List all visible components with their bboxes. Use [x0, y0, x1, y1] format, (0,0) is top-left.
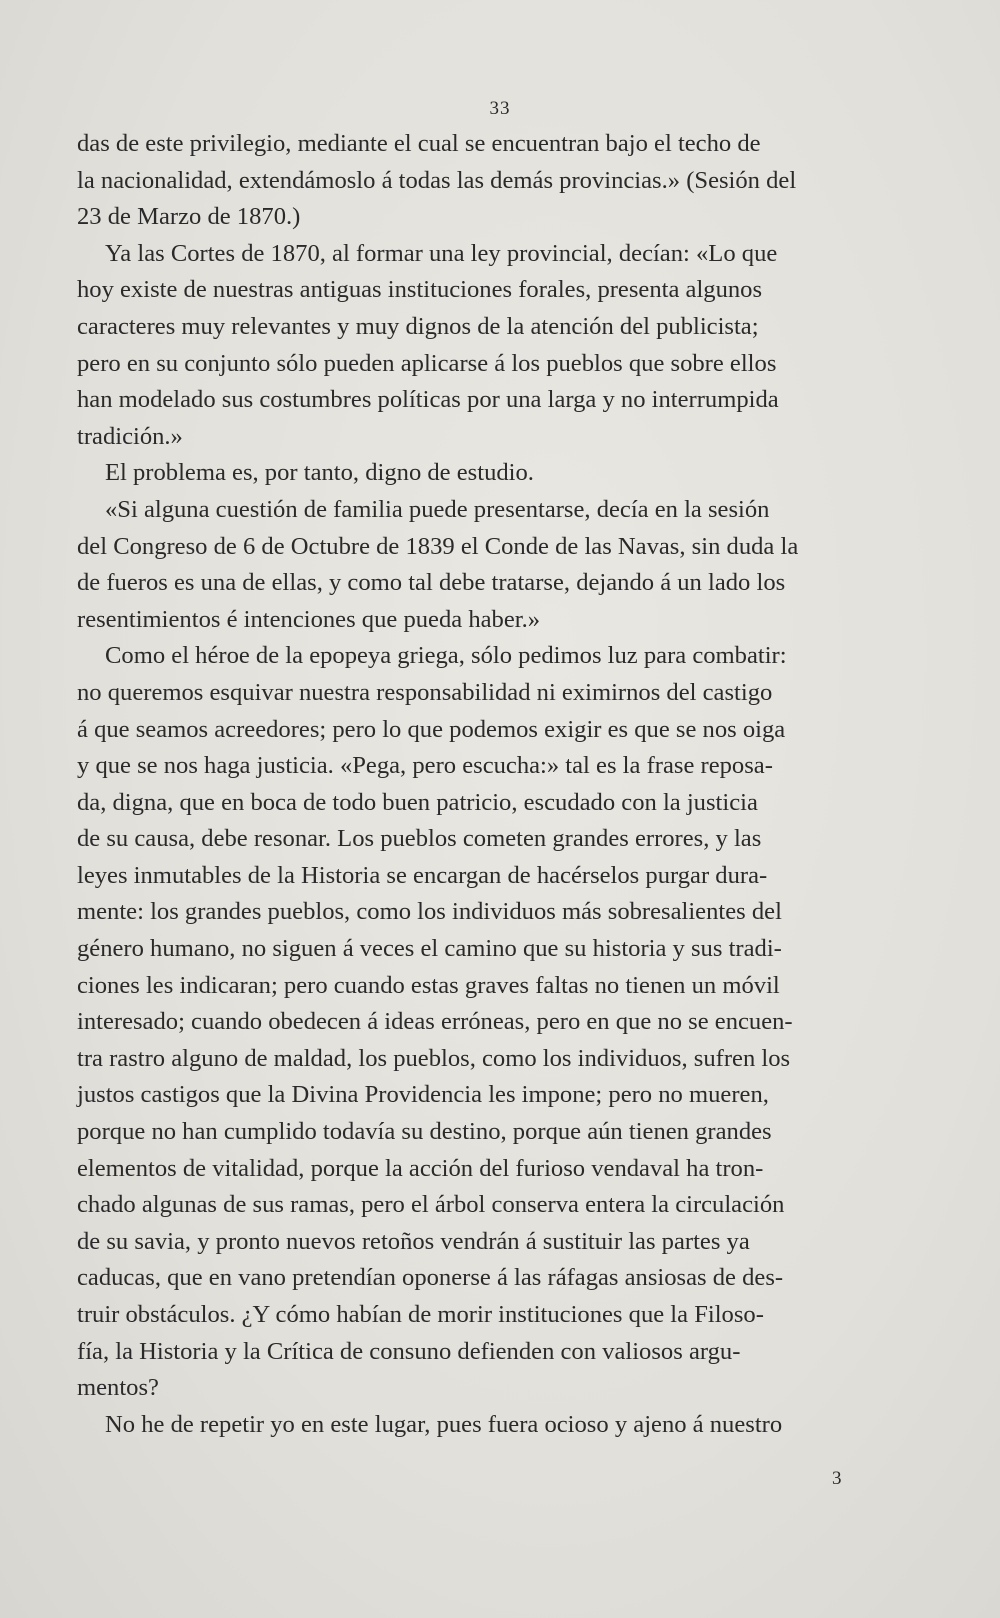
signature-mark: 3 — [832, 1468, 842, 1489]
text-line: del Congreso de 6 de Octubre de 1839 el Conde de las Navas, sin duda la — [77, 532, 799, 560]
text-line: fía, la Historia y la Crítica de consuno defienden con valiosos argu- — [77, 1337, 741, 1365]
text-line: mentos? — [77, 1374, 159, 1402]
text-line: tra rastro alguno de maldad, los pueblos, como los individuos, sufren los — [77, 1044, 791, 1072]
text-line: han modelado sus costumbres políticas por una larga y no interrumpida — [77, 386, 779, 414]
page-number: 33 — [489, 98, 511, 119]
text-line: caducas, que en vano pretendían oponerse á las ráfagas ansiosas de des- — [77, 1264, 784, 1292]
text-line: da, digna, que en boca de todo buen patricio, escudado con la justicia — [77, 788, 758, 816]
text-line: Ya las Cortes de 1870, al formar una ley provincial, decían: «Lo que — [105, 239, 778, 267]
text-line: «Si alguna cuestión de familia puede presentarse, decía en la sesión — [105, 495, 770, 523]
text-line: pero en su conjunto sólo pueden aplicarse á los pueblos que sobre ellos — [77, 349, 777, 377]
text-line: elementos de vitalidad, porque la acción del furioso vendaval ha tron- — [77, 1154, 764, 1182]
text-line: no queremos esquivar nuestra responsabilidad ni eximirnos del castigo — [77, 678, 773, 706]
body-text — [77, 126, 939, 1443]
text-line: porque no han cumplido todavía su destino, porque aún tienen grandes — [77, 1118, 772, 1146]
text-line: de fueros es una de ellas, y como tal debe tratarse, dejando á un lado los — [77, 569, 786, 597]
text-line: chado algunas de sus ramas, pero el árbol conserva entera la circulación — [77, 1191, 785, 1219]
text-line: Como el héroe de la epopeya griega, sólo pedimos luz para combatir: — [105, 642, 787, 670]
text-line: leyes inmutables de la Historia se encargan de hacérselos purgar dura- — [77, 861, 768, 889]
text-line: á que seamos acreedores; pero lo que podemos exigir es que se nos oiga — [77, 715, 786, 743]
text-line: truir obstáculos. ¿Y cómo habían de morir instituciones que la Filoso- — [77, 1301, 764, 1328]
text-line: género humano, no siguen á veces el camino que su historia y sus tradi- — [77, 935, 782, 963]
text-line: No he de repetir yo en este lugar, pues fuera ocioso y ajeno á nuestro — [105, 1410, 783, 1438]
text-line: caracteres muy relevantes y muy dignos de la atención del publicista; — [77, 312, 759, 340]
text-line: resentimientos é intenciones que pueda haber.» — [77, 605, 541, 633]
text-line: y que se nos haga justicia. «Pega, pero escucha:» tal es la frase reposa- — [77, 752, 773, 780]
text-line: de su savia, y pronto nuevos retoños vendrán á sustituir las partes ya — [77, 1227, 750, 1255]
text-line: El problema es, por tanto, digno de estudio. — [105, 459, 534, 487]
text-line: interesado; cuando obedecen á ideas erróneas, pero en que no se encuen- — [77, 1008, 793, 1036]
text-line: mente: los grandes pueblos, como los individuos más sobresalientes del — [77, 898, 782, 926]
text-line: ciones les indicaran; pero cuando estas graves faltas no tienen un móvil — [77, 971, 780, 999]
text-line: de su causa, debe resonar. Los pueblos cometen grandes errores, y las — [77, 825, 762, 853]
text-line: das de este privilegio, mediante el cual se encuentran bajo el techo de — [77, 130, 761, 157]
text-line: tradición.» — [77, 422, 183, 450]
text-line: la nacionalidad, extendámoslo á todas las demás provincias.» (Sesión del — [77, 166, 797, 194]
text-line: 23 de Marzo de 1870.) — [77, 203, 301, 231]
text-line: hoy existe de nuestras antiguas instituciones forales, presenta algunos — [77, 276, 763, 304]
text-line: justos castigos que la Divina Providencia les impone; pero no mueren, — [77, 1081, 769, 1109]
